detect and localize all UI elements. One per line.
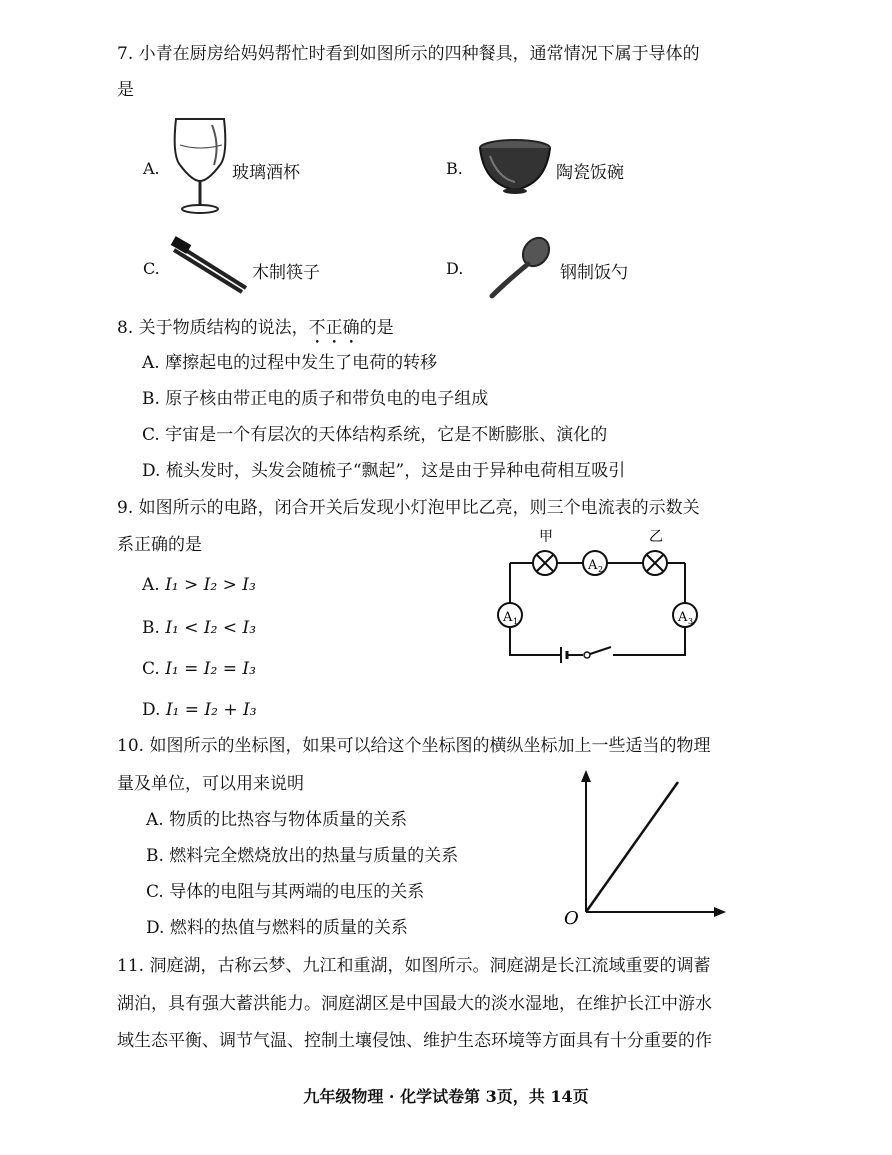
q9-option-b-expr: I₁ < I₂ < I₃ <box>165 618 257 638</box>
x-axis-arrow <box>714 907 726 917</box>
coordinate-graph <box>560 768 730 928</box>
q10-option-d: D. 燃料的热值与燃料的质量的关系 <box>146 918 408 938</box>
q9-option-c-letter: C. <box>142 659 160 679</box>
q8-option-b: B. 原子核由带正电的质子和带负电的电子组成 <box>142 389 489 409</box>
lamp-jia-icon <box>533 551 557 575</box>
q11-line1: 11. 洞庭湖，古称云梦、九江和重湖，如图所示。洞庭湖是长江流域重要的调蓄 <box>117 956 711 976</box>
lamp-yi-icon <box>643 551 667 575</box>
q8-stem <box>117 318 394 348</box>
q9-option-a <box>142 577 256 594</box>
spoon-icon <box>486 236 552 302</box>
ammeter-a1-letter: A <box>503 610 513 625</box>
y-axis-arrow <box>581 770 591 782</box>
q9-option-d <box>142 702 257 719</box>
q7-option-b-text: 陶瓷饭碗 <box>556 163 624 183</box>
q7-option-a-text: 玻璃酒杯 <box>232 163 300 183</box>
q8-stem-prefix: 8. 关于物质结构的说法， <box>117 318 309 338</box>
switch-lever <box>590 647 611 654</box>
switch-contact <box>584 652 590 658</box>
q7-option-b-letter: B. <box>446 159 463 178</box>
ammeter-a3-icon <box>673 603 697 627</box>
q9-stem-line1: 9. 如图所示的电路，闭合开关后发现小灯泡甲比乙亮，则三个电流表的示数关 <box>117 498 700 518</box>
q10-option-a: A. 物质的比热容与物体质量的关系 <box>146 810 408 830</box>
q9-stem-line2: 系正确的是 <box>117 535 202 555</box>
ceramic-bowl-icon <box>478 138 552 196</box>
q10-option-b: B. 燃料完全燃烧放出的热量与质量的关系 <box>146 846 459 866</box>
proportional-line <box>586 782 678 912</box>
q7-option-c-letter: C. <box>143 259 160 278</box>
ammeter-a1-sub: 1 <box>513 617 519 626</box>
origin-label: O <box>564 908 579 929</box>
q9-option-c <box>142 661 256 678</box>
q7-option-a-letter: A. <box>143 159 160 178</box>
q11-line2: 湖泊，具有强大蓄洪能力。洞庭湖区是中国最大的淡水湿地，在维护长江中游水 <box>117 994 712 1014</box>
ammeter-a2-letter: A <box>588 558 598 573</box>
page-footer: 九年级物理 · 化学试卷第 3页，共 14页 <box>303 1087 589 1106</box>
lamp-yi-label: 乙 <box>649 529 663 545</box>
q8-stem-suffix: 的是 <box>359 318 394 338</box>
ammeter-a2-icon <box>583 551 607 575</box>
q10-stem-line1: 10. 如图所示的坐标图，如果可以给这个坐标图的横纵坐标加上一些适当的物理 <box>117 736 711 756</box>
q9-option-a-expr: I₁ > I₂ > I₃ <box>165 575 256 595</box>
circuit-diagram <box>495 525 700 665</box>
lamp-jia-label: 甲 <box>539 529 553 545</box>
ammeter-a3-sub: 3 <box>688 617 694 626</box>
q9-option-d-expr: I₁ = I₂ + I₃ <box>165 700 257 720</box>
q7-option-d-letter: D. <box>446 259 464 278</box>
q8-option-c: C. 宇宙是一个有层次的天体结构系统，它是不断膨胀、演化的 <box>142 425 608 445</box>
q10-option-c: C. 导体的电阻与其两端的电压的关系 <box>146 882 425 902</box>
ammeter-a1-icon <box>498 603 522 627</box>
q8-option-d: D. 梳头发时，头发会随梳子“飘起”，这是由于异种电荷相互吸引 <box>142 461 626 481</box>
q10-stem-line2: 量及单位，可以用来说明 <box>117 774 304 794</box>
q9-option-b <box>142 620 256 637</box>
wine-glass-icon <box>170 115 230 217</box>
q9-option-d-letter: D. <box>142 700 161 720</box>
q7-option-d-text: 钢制饭勺 <box>560 263 628 283</box>
q9-option-c-expr: I₁ = I₂ = I₃ <box>165 659 256 679</box>
ammeter-a2-sub: 2 <box>598 565 604 574</box>
q8-stem-emphasis: 不正确 <box>308 318 360 338</box>
q7-stem-line1: 7. 小青在厨房给妈妈帮忙时看到如图所示的四种餐具，通常情况下属于导体的 <box>117 44 700 64</box>
q9-option-b-letter: B. <box>142 618 160 638</box>
q7-stem-line2: 是 <box>117 80 134 100</box>
chopsticks-icon <box>170 236 250 294</box>
q7-option-c-text: 木制筷子 <box>252 263 320 283</box>
q11-line3: 域生态平衡、调节气温、控制土壤侵蚀、维护生态环境等方面具有十分重要的作 <box>117 1031 712 1051</box>
ammeter-a3-letter: A <box>678 610 688 625</box>
q8-option-a: A. 摩擦起电的过程中发生了电荷的转移 <box>142 353 438 373</box>
q9-option-a-letter: A. <box>142 575 160 595</box>
